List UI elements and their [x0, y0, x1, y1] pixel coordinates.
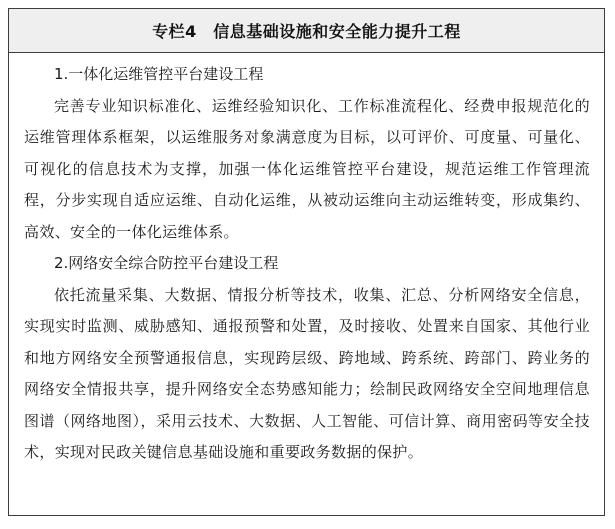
section-body-1: 完善专业知识标准化、运维经验知识化、工作标准流程化、经费申报规范化的运维管理体系框架，以运维服务对象满意度为目标，以可评价、可度量、可量化、可视化的信息技术为支撑，加强一体化运维管控平台建设，规范运维工作管理流程，分步实现自适应运维、自动化运维，从被动运维向主动运维转变，形成集约、高效、安全的一体化运维体系。 [24, 96, 590, 241]
title-row [9, 9, 604, 53]
section-heading-1: 1.一体化运维管控平台建设工程 [54, 65, 264, 83]
section-heading-2: 2.网络安全综合防控平台建设工程 [54, 254, 279, 272]
section-body-2: 依托流量采集、大数据、情报分析等技术，收集、汇总、分析网络安全信息，实现实时监测、威胁感知、通报预警和处置，及时接收、处置来自国家、其他行业和地方网络安全预警通报信息，实现跨层级、跨地域、跨系统、跨部门、跨业务的网络安全情报共享，提升网络安全态势感知能力；绘制民政网络安全空间地理信息图谱（网络地图），采用云技术、大数据、人工智能、可信计算、商用密码等安全技术，实现对民政关键信息基础设施和重要政务数据的保护。 [24, 285, 590, 461]
box-content [9, 53, 604, 469]
box-title: 专栏4 信息基础设施和安全能力提升工程 [152, 22, 461, 41]
feature-box [8, 8, 605, 516]
